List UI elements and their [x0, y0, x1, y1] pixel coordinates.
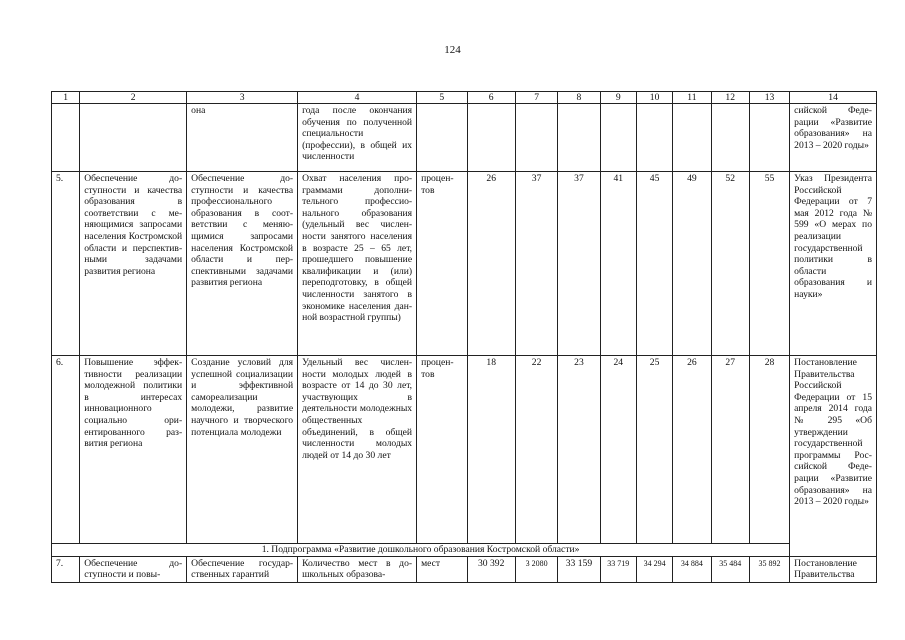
- cell-value: 37: [558, 172, 600, 356]
- cell-value: 33 159: [558, 556, 600, 582]
- col-header: 14: [790, 92, 877, 104]
- cell-number: 7.: [52, 556, 80, 582]
- cell-value: 55: [749, 172, 789, 356]
- cell-task: Обеспечение доступности и повы-: [80, 556, 187, 582]
- col-header: 6: [467, 92, 515, 104]
- cell-basis: Постановление Правительства: [790, 556, 877, 582]
- cell-value: 22: [515, 356, 557, 544]
- cell-value: 52: [711, 172, 749, 356]
- col-header: 3: [187, 92, 298, 104]
- cell-indicator: Охват населения программами дополнительного профессионального образования (удельный вес численности занятого населения в возрасте 25 – 65 лет, прошедшего повышение квалификации и (или) переподготовку, в общей численности занятого в экономике населения данной возрастной группы): [298, 172, 417, 356]
- table-row: [52, 356, 877, 544]
- cell-value: [558, 104, 600, 172]
- col-header: 4: [298, 92, 417, 104]
- cell-value: 41: [600, 172, 636, 356]
- cell-value: [600, 104, 636, 172]
- table-row-continuation: [52, 104, 877, 172]
- cell-value: 18: [467, 356, 515, 544]
- cell-value: 35 484: [711, 556, 749, 582]
- cell-goal: Обеспечение доступности и качества профессионального образования в соответствии с меняющимися запросами населения Костромской области и перспективными задачами развития региона: [187, 172, 298, 356]
- cell-value: 28: [749, 356, 789, 544]
- cell-value: 23: [558, 356, 600, 544]
- cell-goal: Создание условий для успешной социализации и эффективной самореализации молодежи, развитие научного и творческого потенциала молодежи: [187, 356, 298, 544]
- cell-value: 25: [636, 356, 672, 544]
- cell-unit: мест: [417, 556, 467, 582]
- col-header: 5: [417, 92, 467, 104]
- cell-value: 49: [673, 172, 711, 356]
- col-header: 8: [558, 92, 600, 104]
- col-header: 12: [711, 92, 749, 104]
- cell-value: 45: [636, 172, 672, 356]
- cell-value: 35 892: [749, 556, 789, 582]
- cell-unit: процентов: [417, 356, 467, 544]
- cell-value: 26: [467, 172, 515, 356]
- cell-indicator: года после окончания обучения по полученной специальности (профессии), в общей их численности: [298, 104, 417, 172]
- cell-value: [636, 104, 672, 172]
- cell-value: [673, 104, 711, 172]
- page-number: 124: [444, 44, 461, 56]
- col-header: 10: [636, 92, 672, 104]
- cell-number: [52, 104, 80, 172]
- cell-basis: Постановление Правительства Российской Федерации от 15 апреля 2014 года № 295 «Об утверждении государственной программы Российской Федерации «Развитие образования» на 2013 – 2020 годы»: [790, 356, 877, 557]
- cell-value: 26: [673, 356, 711, 544]
- cell-value: [467, 104, 515, 172]
- cell-basis: Указ Президента Российской Федерации от 7 мая 2012 года № 599 «О мерах по реализации государственной политики в области образования и науки»: [790, 172, 877, 356]
- cell-goal: Обеспечение государственных гарантий: [187, 556, 298, 582]
- cell-value: 34 884: [673, 556, 711, 582]
- cell-value: 37: [515, 172, 557, 356]
- cell-unit: [417, 104, 467, 172]
- cell-indicator: Удельный вес численности молодых людей в возрасте от 14 до 30 лет, участвующих в деятельности молодежных общественных объединений, в общей численности молодых людей от 14 до 30 лет: [298, 356, 417, 544]
- col-header: 2: [80, 92, 187, 104]
- cell-value: 33 719: [600, 556, 636, 582]
- col-header: 11: [673, 92, 711, 104]
- cell-goal: она: [187, 104, 298, 172]
- cell-value: [711, 104, 749, 172]
- cell-value: 3 2080: [515, 556, 557, 582]
- cell-number: 6.: [52, 356, 80, 544]
- cell-value: 24: [600, 356, 636, 544]
- cell-value: [749, 104, 789, 172]
- table-row: [52, 556, 877, 582]
- cell-value: 27: [711, 356, 749, 544]
- col-header: 1: [52, 92, 80, 104]
- indicators-table: [51, 91, 877, 583]
- cell-task: [80, 104, 187, 172]
- cell-unit: процентов: [417, 172, 467, 356]
- col-header: 7: [515, 92, 557, 104]
- cell-value: 34 294: [636, 556, 672, 582]
- cell-number: 5.: [52, 172, 80, 356]
- column-number-row: [52, 92, 877, 104]
- subprogram-title: 1. Подпрограмма «Развитие дошкольного образования Костромской области»: [52, 544, 790, 557]
- subprogram-row: [52, 544, 877, 557]
- cell-basis: сийской Федерации «Развитие образования» на 2013 – 2020 годы»: [790, 104, 877, 172]
- col-header: 13: [749, 92, 789, 104]
- cell-value: 30 392: [467, 556, 515, 582]
- cell-task: Обеспечение доступности и качества образования в соответствии с меняющимися запросами населения Костромской области и перспективными задачами развития региона: [80, 172, 187, 356]
- cell-task: Повышение эффективности реализации молодежной политики в интересах инновационного социально ориентированного развития региона: [80, 356, 187, 544]
- cell-value: [515, 104, 557, 172]
- cell-indicator: Количество мест в дошкольных образова-: [298, 556, 417, 582]
- table-row: [52, 172, 877, 356]
- col-header: 9: [600, 92, 636, 104]
